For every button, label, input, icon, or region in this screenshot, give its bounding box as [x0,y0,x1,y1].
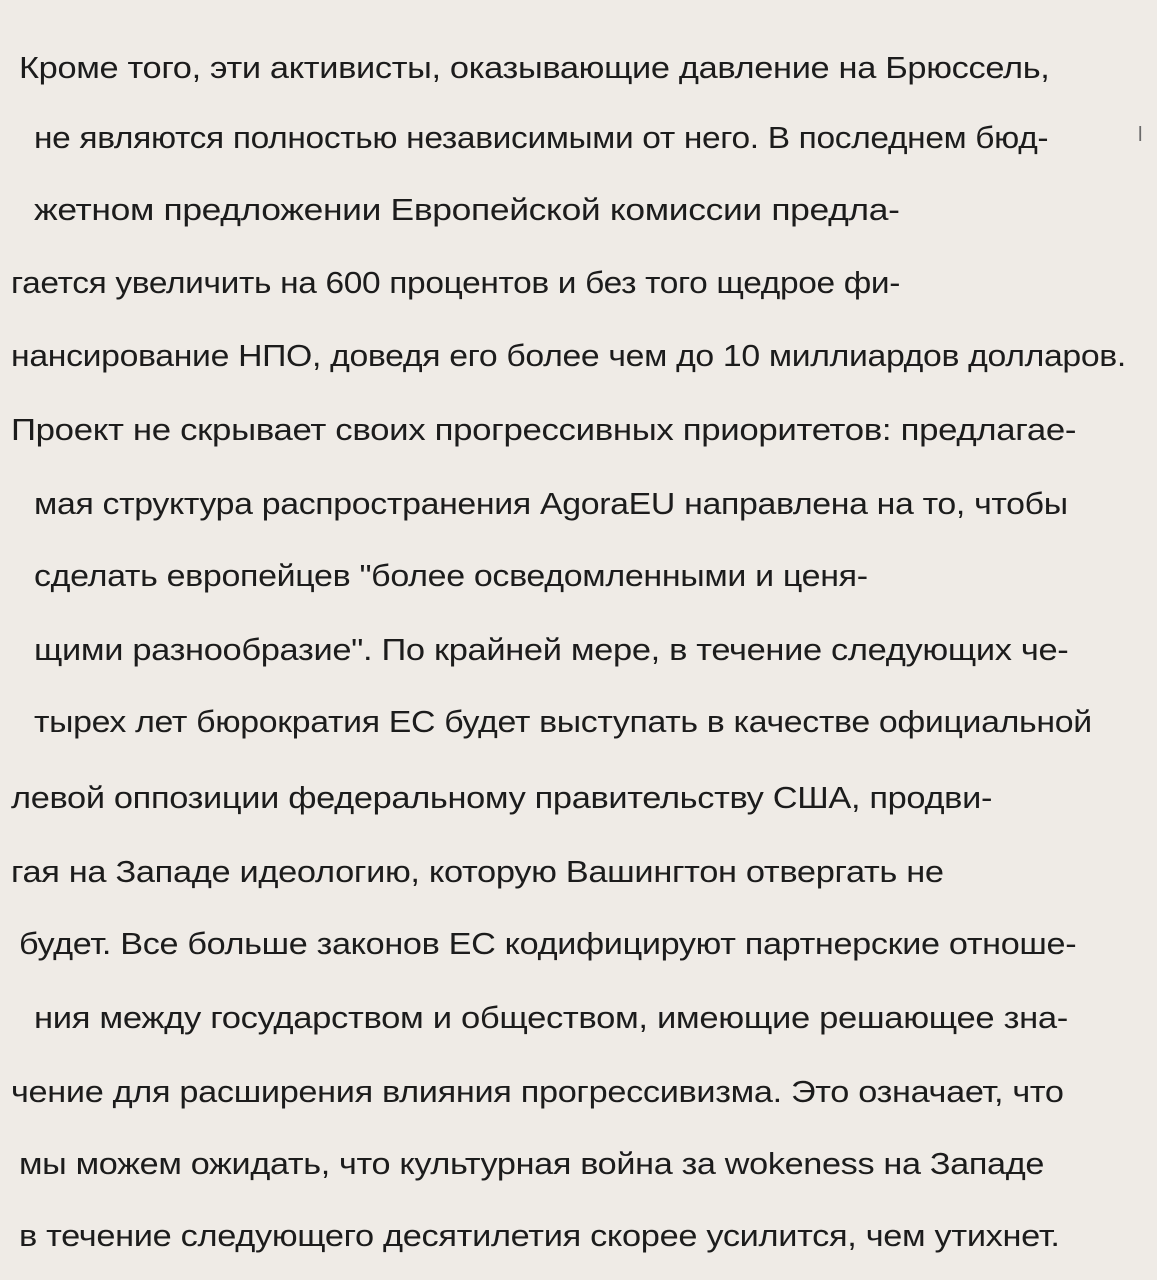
text-line-4: гается увеличить на 600 процентов и без того щедрое фи- [11,265,901,300]
text-line-5: нансирование НПО, доведя его более чем до 10 миллиардов долларов. [11,338,1126,373]
text-line-8: сделать европейцев "более осведомленными и ценя- [34,558,868,593]
margin-mark: l [1138,124,1143,146]
text-line-13: будет. Все больше законов ЕС кодифицируют партнерские отноше- [19,926,1077,961]
text-line-11: левой оппозиции федеральному правительству США, продви- [11,780,993,815]
text-line-12: гая на Западе идеологию, которую Вашингтон отвергать не [11,854,944,889]
text-line-3: жетном предложении Европейской комиссии предла- [34,192,900,227]
text-line-10: тырех лет бюрократия ЕС будет выступать в качестве официальной [34,704,1092,739]
text-line-7: мая структура распространения AgoraEU направлена на то, чтобы [34,486,1068,521]
text-line-17: в течение следующего десятилетия скорее усилится, чем утихнет. [19,1218,1060,1253]
text-line-16: мы можем ожидать, что культурная война за wokeness на Западе [19,1146,1045,1181]
text-line-1: Кроме того, эти активисты, оказывающие давление на Брюссель, [19,50,1050,85]
text-line-14: ния между государством и обществом, имеющие решающее зна- [34,1000,1068,1035]
text-line-9: щими разнообразие". По крайней мере, в течение следующих че- [34,632,1069,667]
text-line-15: чение для расширения влияния прогрессивизма. Это означает, что [11,1074,1064,1109]
text-line-2: не являются полностью независимыми от него. В последнем бюд- [34,120,1049,155]
text-line-6: Проект не скрывает своих прогрессивных приоритетов: предлагае- [11,412,1077,447]
